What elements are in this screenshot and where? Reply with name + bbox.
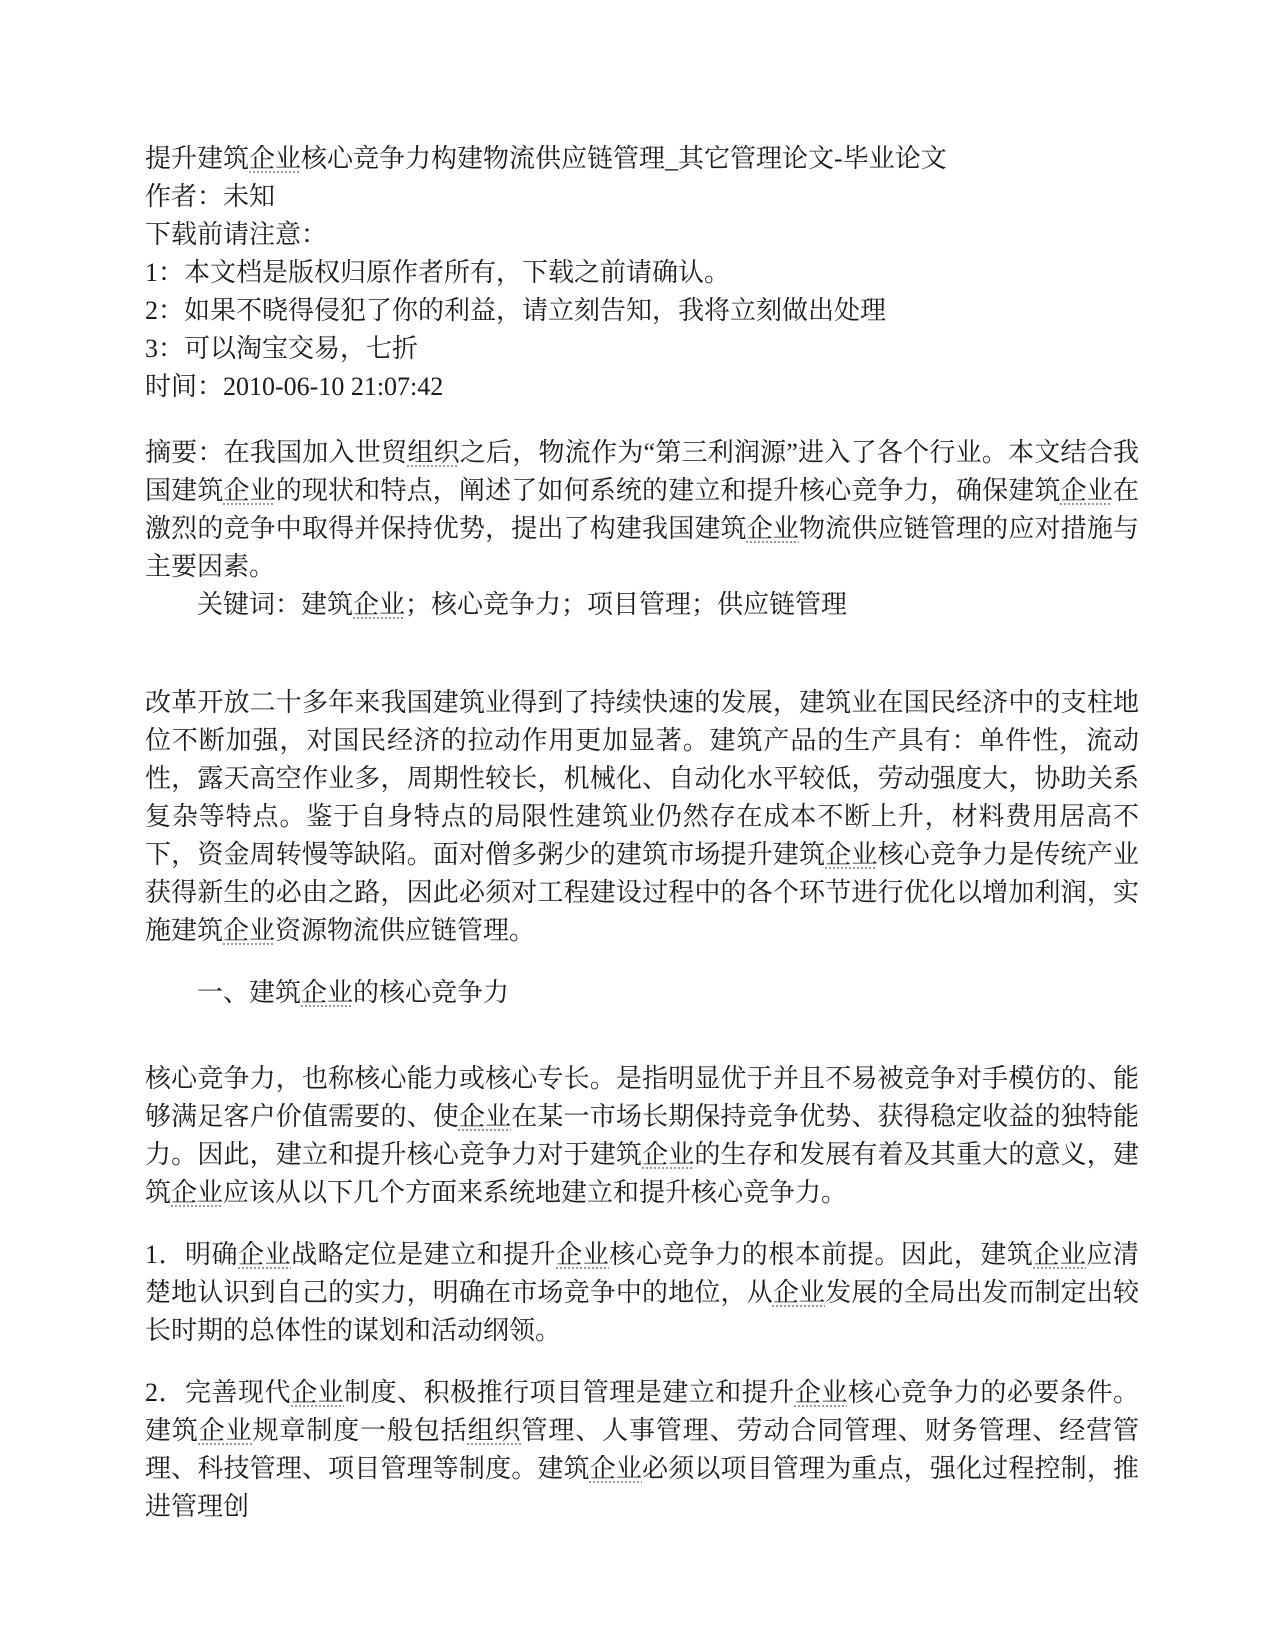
section-heading: 一、建筑企业的核心竞争力 [197, 978, 510, 1007]
list-item-paragraph: 1．明确企业战略定位是建立和提升企业核心竞争力的根本前提。因此，建筑企业应清楚地认识到自己的实力，明确在市场竞争中的地位，从企业发展的全局出发而制定出较长时期的总体性的谋划和活动纲领。 [145, 1240, 1139, 1345]
abstract-paragraph: 摘要：在我国加入世贸组织之后，物流作为“第三利润源”进入了各个行业。本文结合我国建筑企业的现状和特点，阐述了如何系统的建立和提升核心竞争力，确保建筑企业在激烈的竞争中取得并保持优势，提出了构建我国建筑企业物流供应链管理的应对措施与主要因素。 [145, 438, 1139, 581]
intro-paragraph: 改革开放二十多年来我国建筑业得到了持续快速的发展，建筑业在国民经济中的支柱地位不断加强，对国民经济的拉动作用更加显著。建筑产品的生产具有：单件性，流动性，露天高空作业多，周期性较长，机械化、自动化水平较低，劳动强度大，协助关系复杂等特点。鉴于自身特点的局限性建筑业仍然存在成本不断上升，材料费用居高不下，资金周转慢等缺陷。面对僧多粥少的建筑市场提升建筑企业核心竞争力是传统产业获得新生的必由之路，因此必须对工程建设过程中的各个环节进行优化以增加利润，实施建筑企业资源物流供应链管理。 [145, 688, 1139, 945]
author-line: 作者：未知 [145, 182, 276, 211]
time-line: 时间：2010-06-10 21:07:42 [145, 372, 444, 401]
notice-item: 3：可以淘宝交易，七折 [145, 334, 419, 363]
document-title: 提升建筑企业核心竞争力构建物流供应链管理_其它管理论文-毕业论文 [145, 144, 947, 173]
notice-item: 2：如果不晓得侵犯了你的利益，请立刻告知，我将立刻做出处理 [145, 296, 887, 325]
notice-header: 下载前请注意： [145, 220, 328, 249]
keywords-line: 关键词：建筑企业；核心竞争力；项目管理；供应链管理 [197, 590, 848, 619]
list-item-paragraph: 2．完善现代企业制度、积极推行项目管理是建立和提升企业核心竞争力的必要条件。建筑企业规章制度一般包括组织管理、人事管理、劳动合同管理、财务管理、经营管理、科技管理、项目管理等制度。建筑企业必须以项目管理为重点，强化过程控制，推进管理创 [145, 1378, 1139, 1521]
section-paragraph: 核心竞争力，也称核心能力或核心专长。是指明显优于并且不易被竞争对手模仿的、能够满足客户价值需要的、使企业在某一市场长期保持竞争优势、获得稳定收益的独特能力。因此，建立和提升核心竞争力对于建筑企业的生存和发展有着及其重大的意义，建筑企业应该从以下几个方面来系统地建立和提升核心竞争力。 [145, 1064, 1139, 1207]
notice-item: 1：本文档是版权归原作者所有，下载之前请确认。 [145, 258, 731, 287]
